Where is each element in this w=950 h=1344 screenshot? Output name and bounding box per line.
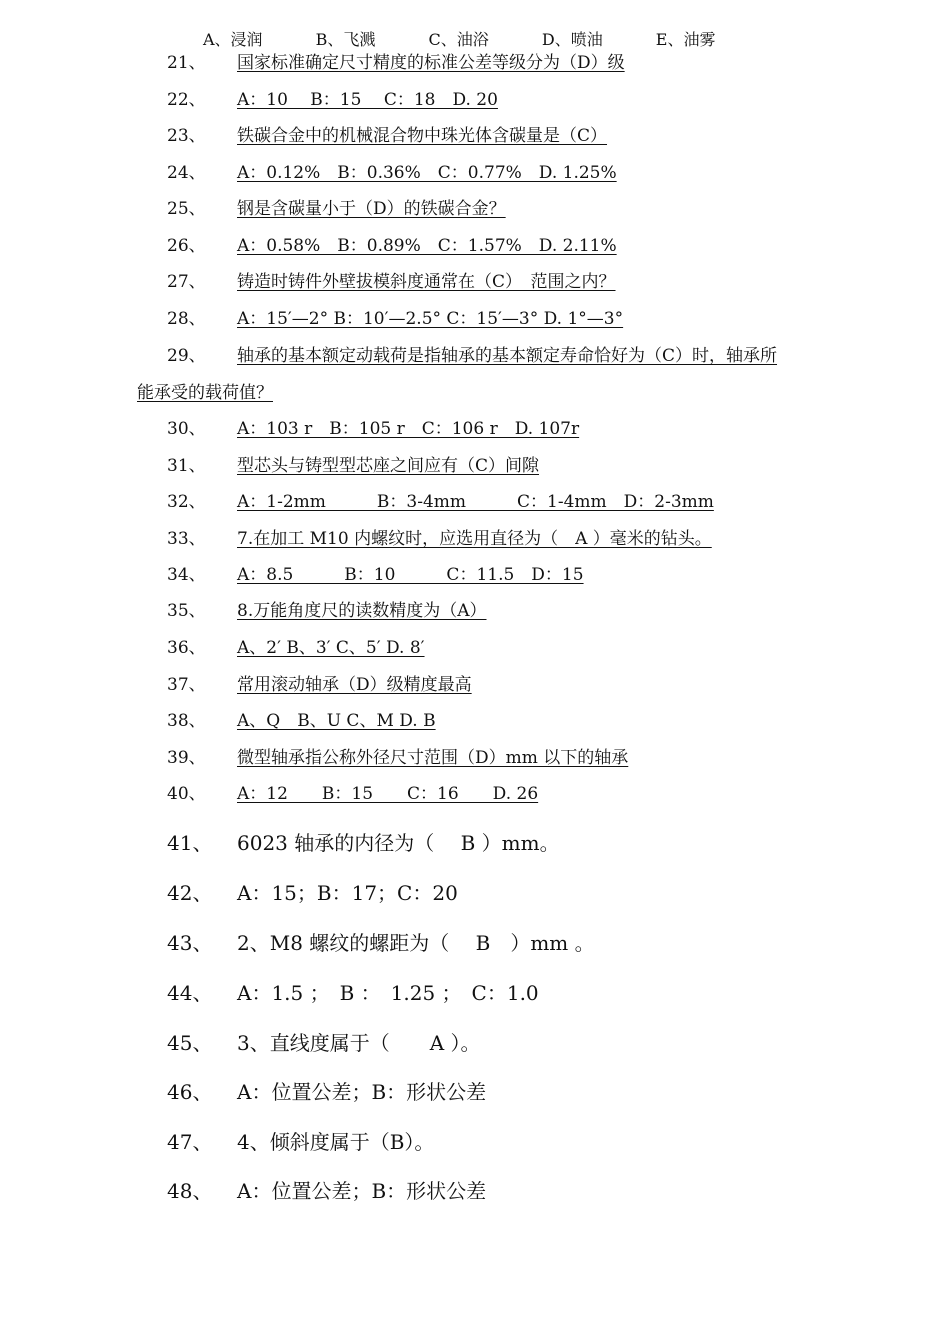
answer-options-row <box>203 27 763 50</box>
item-text: A：1.5 ； B ： 1.25 ； C：1.0 <box>237 981 539 1005</box>
item-number: 26、 <box>167 236 206 256</box>
item-text: 2、M8 螺纹的螺距为（ B ）mm 。 <box>237 931 595 955</box>
item-number: 30、 <box>167 419 206 439</box>
option-a: A、浸润 <box>203 30 263 49</box>
item-text: A：位置公差；B：形状公差 <box>237 1080 487 1104</box>
item-text: A：15；B：17；C：20 <box>237 881 458 905</box>
item-number: 29、 <box>167 346 206 366</box>
item-number: 27、 <box>167 272 206 292</box>
item-number: 21、 <box>167 53 206 73</box>
item-number: 25、 <box>167 199 206 219</box>
item-number: 23、 <box>167 126 206 146</box>
item-number: 32、 <box>167 492 206 512</box>
item-text: 8.万能角度尺的读数精度为（A） <box>237 601 487 621</box>
item-text: A：位置公差；B：形状公差 <box>237 1179 487 1203</box>
item-number: 39、 <box>167 748 206 768</box>
item-number: 43、 <box>167 931 213 955</box>
item-text: 3、直线度属于（ A ）。 <box>237 1031 481 1055</box>
item-text: 微型轴承指公称外径尺寸范围（D）mm 以下的轴承 <box>237 748 629 768</box>
item-text: 型芯头与铸型型芯座之间应有（C）间隙 <box>237 456 540 476</box>
item-text: A：1-2mm B：3-4mm C：1-4mm D：2-3mm <box>237 492 714 512</box>
item-text: 轴承的基本额定动载荷是指轴承的基本额定寿命恰好为（C）时，轴承所 <box>237 346 778 366</box>
item-text: A：12 B：15 C：16 D. 26 <box>237 784 539 804</box>
item-number: 22、 <box>167 90 206 110</box>
item-text: 4、倾斜度属于（B）。 <box>237 1130 435 1154</box>
item-number: 35、 <box>167 601 206 621</box>
item-number: 42、 <box>167 881 213 905</box>
item-text: A：8.5 B：10 C：11.5 D：15 <box>237 565 584 585</box>
item-text: 国家标准确定尺寸精度的标准公差等级分为（D）级 <box>237 53 625 73</box>
item-number: 28、 <box>167 309 206 329</box>
item-text-continuation: 能承受的载荷值？ <box>137 383 273 403</box>
item-text: 7.在加工 M10 内螺纹时，应选用直径为（ A ）毫米的钻头。 <box>237 529 712 549</box>
item-text: 铁碳合金中的机械混合物中珠光体含碳量是（C） <box>237 126 608 146</box>
item-text: 常用滚动轴承（D）级精度最高 <box>237 675 472 695</box>
item-number: 46、 <box>167 1080 213 1104</box>
item-number: 24、 <box>167 163 206 183</box>
item-number: 37、 <box>167 675 206 695</box>
item-number: 34、 <box>167 565 206 585</box>
item-text: A：10 B：15 C：18 D. 20 <box>237 90 498 110</box>
item-number: 41、 <box>167 831 213 855</box>
item-text: 钢是含碳量小于（D）的铁碳合金？ <box>237 199 506 219</box>
item-text: 铸造时铸件外壁拔模斜度通常在（C） 范围之内？ <box>237 272 616 292</box>
item-number: 38、 <box>167 711 206 731</box>
item-number: 44、 <box>167 981 213 1005</box>
item-text: A：103 r B：105 r C：106 r D. 107r <box>237 419 580 439</box>
item-number: 47、 <box>167 1130 213 1154</box>
item-text: A、2′ B、3′ C、5′ D. 8′ <box>237 638 425 658</box>
item-number: 36、 <box>167 638 206 658</box>
item-text: A：0.12% B：0.36% C：0.77% D. 1.25% <box>237 163 617 183</box>
item-number: 31、 <box>167 456 206 476</box>
item-text: A、Q B、U C、M D. B <box>237 711 436 731</box>
item-number: 40、 <box>167 784 206 804</box>
item-number: 45、 <box>167 1031 213 1055</box>
item-text: A：0.58% B：0.89% C：1.57% D. 2.11% <box>237 236 617 256</box>
option-c: C、油浴 <box>428 30 489 49</box>
option-e: E、油雾 <box>655 30 716 49</box>
item-text: A：15′—2° B：10′—2.5° C：15′—3° D. 1°—3° <box>237 309 624 329</box>
option-d: D、喷油 <box>541 30 603 49</box>
option-b: B、飞溅 <box>315 30 376 49</box>
item-text: 6023 轴承的内径为（ B ）mm。 <box>237 831 560 855</box>
item-number: 33、 <box>167 529 206 549</box>
item-number: 48、 <box>167 1179 213 1203</box>
